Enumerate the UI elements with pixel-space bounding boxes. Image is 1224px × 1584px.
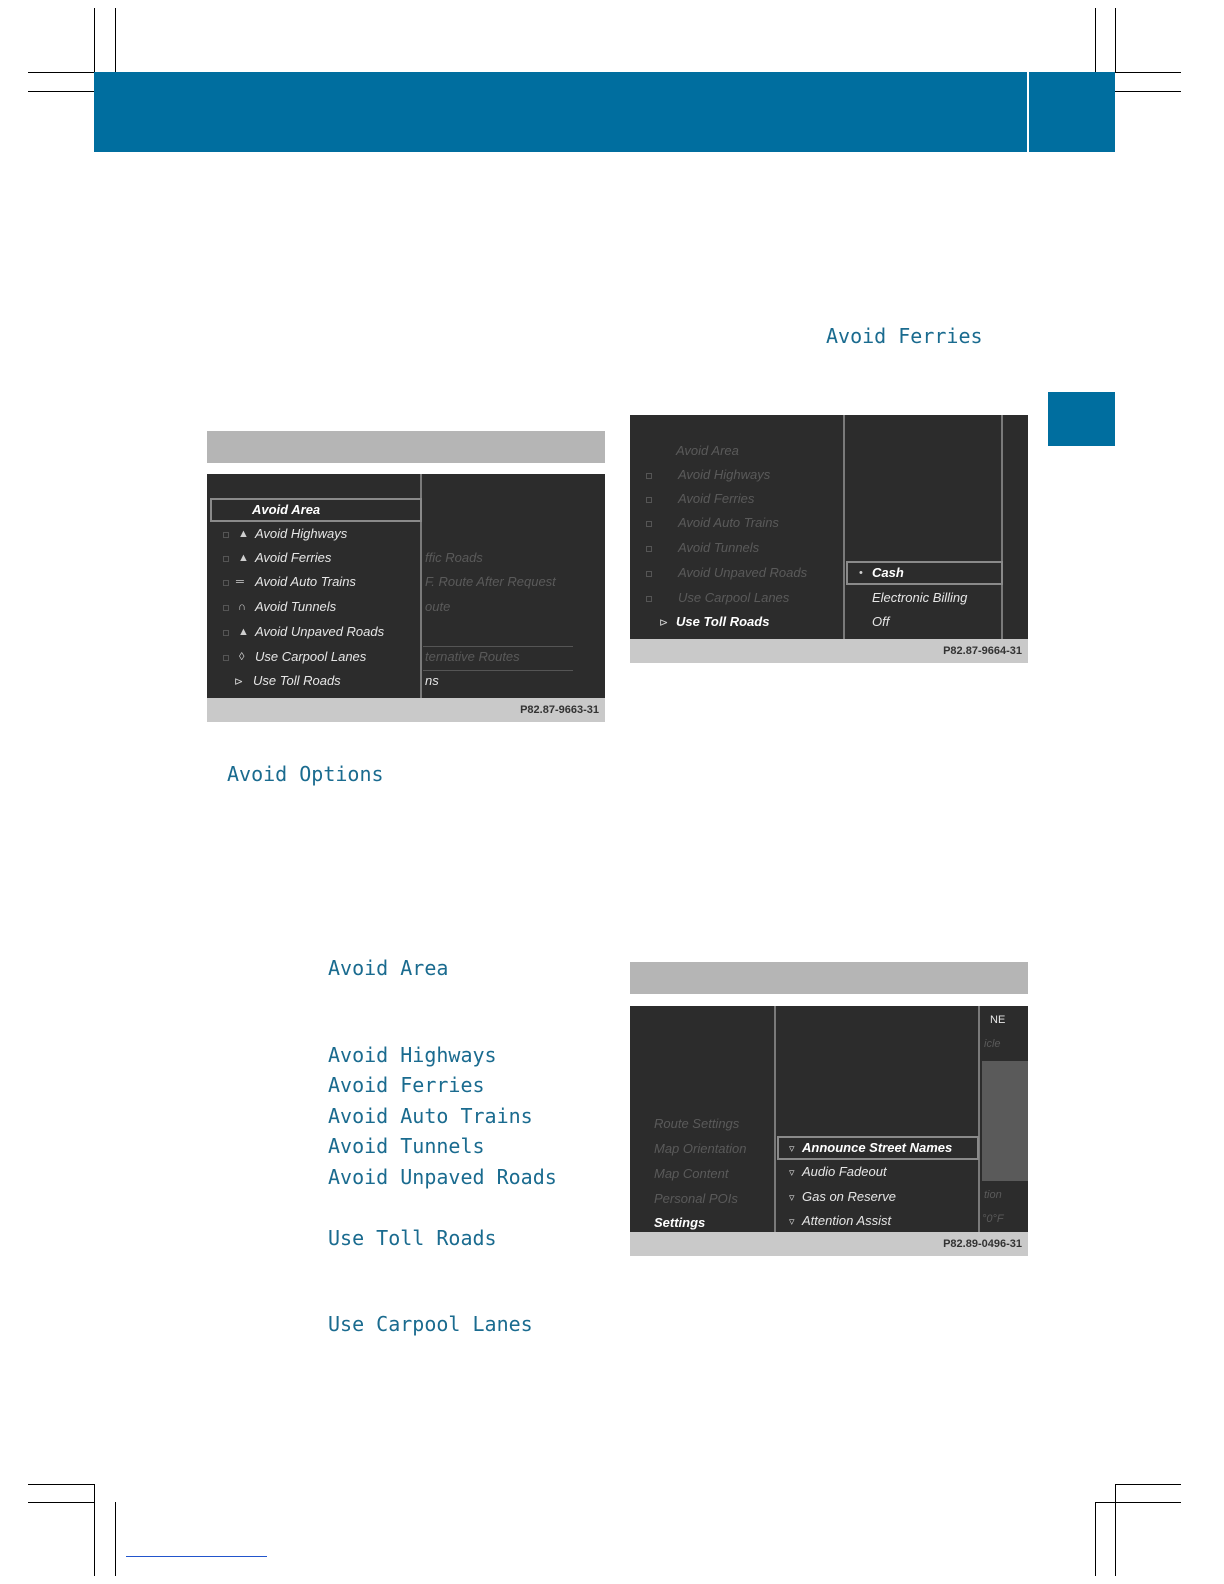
background-text: F. Route After Request [425,574,556,589]
crop-mark [1115,1484,1116,1576]
background-text: ternative Routes [425,649,520,664]
checkbox [223,580,229,586]
menu-item-avoid-tunnels[interactable]: Avoid Tunnels [678,540,760,555]
figure-code: P82.87-9664-31 [630,639,1028,663]
map-preview [982,1061,1028,1181]
menu-item-map-content[interactable]: Map Content [654,1166,729,1181]
checkbox [646,546,652,552]
checkbox-icon: ▿ [789,1192,795,1204]
menu-item-settings[interactable]: Settings [654,1215,706,1230]
checkbox [646,571,652,577]
crop-mark [28,1502,94,1503]
tunnel-icon: ∩ [238,601,246,613]
menu-item-avoid-ferries[interactable]: Avoid Ferries [678,491,755,506]
divider [423,670,573,671]
crop-mark [1115,72,1181,73]
avoid-options-label: Avoid Options [227,762,384,786]
menu-item-avoid-area[interactable]: Avoid Area [252,502,321,517]
crop-mark [1115,91,1181,92]
avoid-ferries-list-label: Avoid Ferries [328,1073,485,1097]
avoid-tunnels-label: Avoid Tunnels [328,1134,485,1158]
menu-item-use-carpool-lanes[interactable]: Use Carpool Lanes [255,649,367,664]
toll-road-icon: ⊳ [234,676,244,688]
screenshot-settings [630,1006,1028,1232]
menu-item-avoid-unpaved-roads[interactable]: Avoid Unpaved Roads [255,624,385,639]
panel-divider [1001,415,1003,639]
checkbox [223,605,229,611]
crop-mark [115,8,116,72]
checkbox-icon: ▿ [789,1167,795,1179]
background-text: ffic Roads [425,550,483,565]
checkbox [223,630,229,636]
crop-mark [94,8,95,72]
avoid-auto-trains-label: Avoid Auto Trains [328,1104,533,1128]
background-text: icle [984,1038,1001,1050]
menu-item-avoid-ferries[interactable]: Avoid Ferries [255,550,332,565]
option-gas-on-reserve[interactable]: Gas on Reserve [802,1189,896,1204]
option-attention-assist[interactable]: Attention Assist [802,1213,892,1228]
use-carpool-lanes-label: Use Carpool Lanes [328,1312,533,1336]
avoid-ferries-label: Avoid Ferries [826,324,983,348]
toll-road-icon: ⊳ [659,617,669,629]
menu-item-route-settings[interactable]: Route Settings [654,1116,740,1131]
chapter-tab [1048,392,1115,446]
option-audio-fadeout[interactable]: Audio Fadeout [802,1164,887,1179]
menu-item-avoid-auto-trains[interactable]: Avoid Auto Trains [678,515,779,530]
crop-mark [1095,1502,1096,1576]
crop-mark [94,1484,95,1576]
menu-item-use-carpool-lanes[interactable]: Use Carpool Lanes [678,590,790,605]
checkbox-icon: ▿ [789,1216,795,1228]
selection-highlight [846,561,1003,585]
crop-mark [115,1502,116,1576]
menu-item-avoid-highways[interactable]: Avoid Highways [678,467,771,482]
crop-mark [28,72,94,73]
panel-divider [978,1006,980,1232]
use-toll-roads-label: Use Toll Roads [328,1226,497,1250]
compass-text: NE [990,1014,1006,1026]
avoid-area-label: Avoid Area [328,956,449,980]
avoid-highways-label: Avoid Highways [328,1043,497,1067]
checkbox [223,556,229,562]
avoid-unpaved-roads-label: Avoid Unpaved Roads [328,1165,557,1189]
option-cash[interactable]: Cash [872,565,904,580]
temperature-text: °0°F [982,1213,1004,1225]
divider [423,646,573,647]
crop-mark [1115,1484,1181,1485]
menu-item-avoid-tunnels[interactable]: Avoid Tunnels [255,599,337,614]
panel-divider [774,1006,776,1232]
menu-item-avoid-area[interactable]: Avoid Area [676,443,739,458]
figure-code: P82.89-0496-31 [630,1232,1028,1256]
figure-code: P82.87-9663-31 [207,698,605,722]
menu-item-map-orientation[interactable]: Map Orientation [654,1141,747,1156]
checkbox [223,532,229,538]
figure-caption-bar [207,431,605,463]
unpaved-road-icon: ▲ [238,626,249,638]
menu-item-use-toll-roads[interactable]: Use Toll Roads [676,614,770,629]
checkbox [646,596,652,602]
menu-item-use-toll-roads[interactable]: Use Toll Roads [253,673,341,688]
crop-mark [28,1484,94,1485]
option-off[interactable]: Off [872,614,890,629]
option-electronic-billing[interactable]: Electronic Billing [872,590,968,605]
bullet-icon: • [859,567,863,579]
auto-train-icon: ═ [236,576,244,588]
ferry-icon: ▲ [238,552,249,564]
crop-mark [28,91,94,92]
menu-item-avoid-highways[interactable]: Avoid Highways [255,526,348,541]
footer-link-underline [126,1556,267,1557]
crop-mark [1095,1502,1181,1503]
crop-mark [1115,8,1116,72]
menu-item-avoid-unpaved-roads[interactable]: Avoid Unpaved Roads [678,565,808,580]
background-text: oute [425,599,451,614]
background-text: ns [425,673,439,688]
checkbox [646,521,652,527]
option-announce-street-names[interactable]: Announce Street Names [802,1140,953,1155]
menu-item-avoid-auto-trains[interactable]: Avoid Auto Trains [255,574,356,589]
checkbox [646,473,652,479]
figure-caption-bar [630,962,1028,994]
screenshot-avoid-options [207,474,605,698]
crop-mark [1095,8,1096,72]
carpool-icon: ◊ [239,651,245,663]
panel-divider [843,415,845,639]
screenshot-toll-roads [630,415,1028,639]
menu-item-personal-pois[interactable]: Personal POIs [654,1191,738,1206]
header-bar [94,72,1115,152]
checkbox [646,497,652,503]
highway-icon: ▲ [238,528,249,540]
checkbox [223,655,229,661]
checkbox-icon: ▿ [789,1143,795,1155]
background-text: tion [984,1189,1002,1201]
header-divider [1027,72,1029,152]
